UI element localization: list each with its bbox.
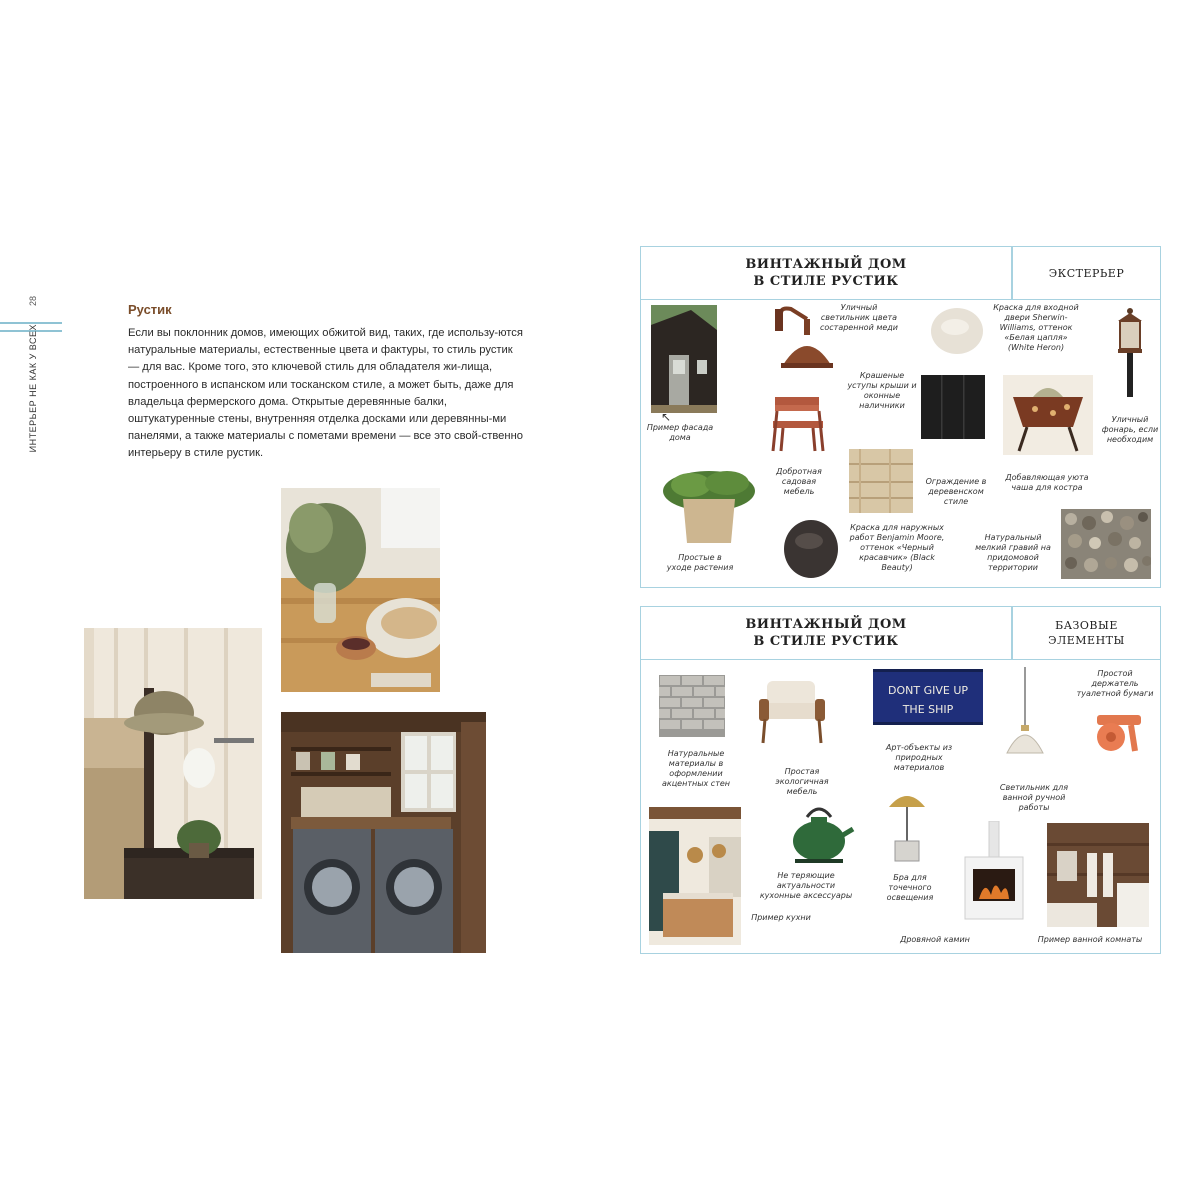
- caption-pendant: Светильник для ванной ручной работы: [999, 783, 1069, 812]
- caption-facade: Пример фасада дома: [646, 423, 714, 442]
- board-tag-text: ЭКСТЕРЬЕР: [1048, 266, 1125, 280]
- board-tag: [1013, 607, 1160, 659]
- caption-armchair: Простая экологичная мебель: [775, 767, 829, 796]
- board-title-line: В СТИЛЕ РУСТИК: [753, 634, 899, 649]
- board-tag-text: БАЗОВЫЕ: [1055, 619, 1118, 632]
- paint-swatch-black: [781, 517, 841, 581]
- wall-sconce: [885, 785, 929, 865]
- caption-lantern: Уличный фонарь, если необходим: [1101, 415, 1159, 444]
- caption-bathroom: Пример ванной комнаты: [1037, 935, 1143, 944]
- facade-photo: [651, 305, 717, 413]
- photo-laundry: [281, 712, 486, 953]
- fireplace: [961, 821, 1027, 921]
- fence-wood: [849, 449, 913, 513]
- roof-panel: [921, 375, 985, 439]
- fire-pit: [1003, 375, 1093, 455]
- board-title: [641, 247, 1011, 299]
- board-title-line: ВИНТАЖНЫЙ ДОМ: [745, 257, 907, 272]
- running-head: [20, 296, 50, 486]
- photo-table-bread: [281, 488, 440, 692]
- brick-wall: [659, 675, 725, 737]
- page-number: 28: [28, 296, 38, 307]
- bathroom-photo: [1047, 823, 1149, 927]
- armchair: [757, 679, 827, 745]
- caption-fireplace: Дровяной камин: [900, 935, 970, 944]
- green-kettle: [785, 799, 855, 865]
- paint-swatch-white: [929, 305, 985, 357]
- tp-holder: [1091, 711, 1147, 761]
- chapter-title: ИНТЕРЬЕР НЕ КАК У ВСЕХ: [28, 324, 38, 453]
- caption-lamp: Уличный светильник цвета состаренной меди: [819, 303, 899, 332]
- caption-fence: Ограждение в деревенском стиле: [925, 477, 987, 506]
- art-text-line: DONT GIVE UP: [888, 684, 968, 697]
- caption-kitchen: Пример кухни: [751, 913, 811, 922]
- board-title: [641, 607, 1011, 659]
- board-title-line: ВИНТАЖНЫЙ ДОМ: [745, 617, 907, 632]
- caption-kettle: Не теряющие актуальности кухонные аксессуары: [759, 871, 853, 900]
- paragraph: Если вы поклонник домов, имеющих обжитой вид, таких, где использу-ются натуральные материалы, естественные цвета и фактуры, то стиль рустик — для вас. Кроме того, это ключевой стиль для обладателя жи-лища, построенного в испанском или тосканском стиле, а может быть, даже для владельца фермерского дома. Открытые деревянные балки, оштукатуренные стены, внутренняя отделка досками или деревянны-ми панелями, а также материалы с пометами времени — все это свой-ственно интерьеру в стиле рустик.: [128, 327, 523, 460]
- caption-brick: Натуральные материалы в оформлении акцентных стен: [661, 749, 731, 788]
- body-text: [128, 325, 523, 463]
- caption-firepit: Добавляющая уюта чаша для костра: [1005, 473, 1089, 492]
- caption-art: Арт-объекты из природных материалов: [885, 743, 953, 772]
- moodboard-exterior: [640, 246, 1161, 588]
- arrow-icon: ↖: [661, 410, 672, 424]
- board-header: [641, 607, 1160, 660]
- section-title: Рустик: [128, 302, 172, 317]
- board-tag: [1013, 247, 1160, 299]
- caption-tp-holder: Простой держатель туалетной бумаги: [1076, 669, 1154, 698]
- board-header: [641, 247, 1160, 300]
- caption-paint-outdoor: Краска для наружных работ Benjamin Moore, оттенок «Черный красавчик» (Black Beauty): [849, 523, 945, 572]
- pendant-lamp: [995, 667, 1055, 763]
- outdoor-lantern: [1113, 307, 1147, 399]
- art-text-line: THE SHIP: [902, 703, 954, 716]
- board-title-line: В СТИЛЕ РУСТИК: [753, 274, 899, 289]
- potted-plant: [661, 467, 761, 547]
- caption-gravel: Натуральный мелкий гравий на придомовой территории: [975, 533, 1051, 572]
- garden-chair: [763, 393, 833, 453]
- caption-chair: Добротная садовая мебель: [776, 467, 822, 496]
- caption-sconce: Бра для точечного освещения: [886, 873, 934, 902]
- caption-paint-door: Краска для входной двери Sherwin-Williams, оттенок «Белая цапля» (White Heron): [993, 303, 1079, 352]
- board-tag-text: ЭЛЕМЕНТЫ: [1048, 634, 1125, 647]
- art-banner: [873, 669, 983, 725]
- gravel: [1061, 509, 1151, 579]
- caption-plant: Простые в уходе растения: [666, 553, 734, 572]
- moodboard-basics: [640, 606, 1161, 954]
- caption-roof: Крашеные уступы крыши и оконные наличники: [847, 371, 917, 410]
- kitchen-photo: [649, 807, 741, 945]
- photo-entry-hat: [84, 628, 262, 899]
